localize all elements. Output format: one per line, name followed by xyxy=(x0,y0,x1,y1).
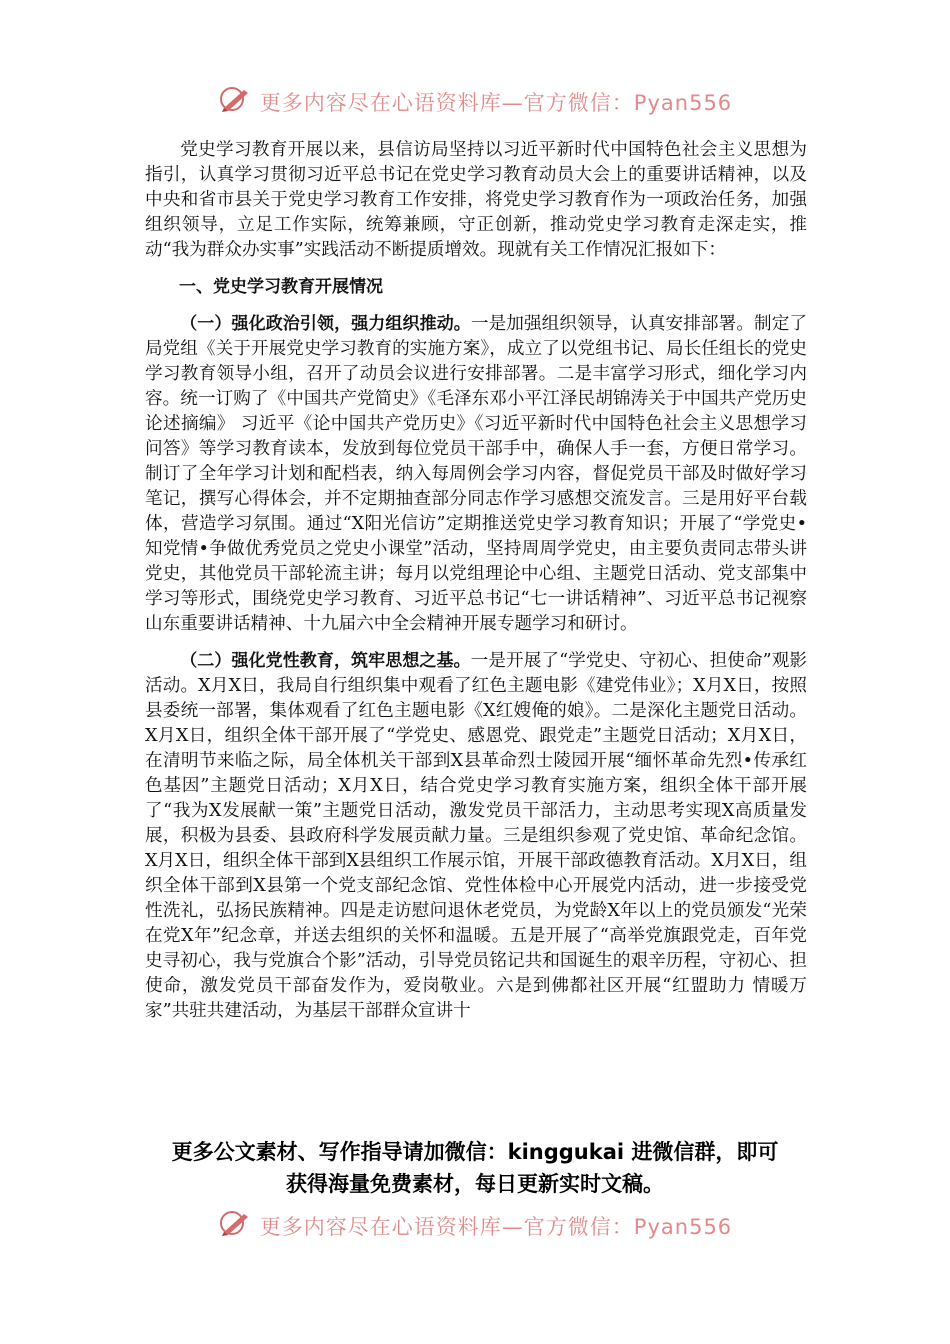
section-heading: 一、党史学习教育开展情况 xyxy=(179,277,383,297)
watermark-footer xyxy=(0,1208,950,1243)
document-body xyxy=(145,138,807,1024)
intro-paragraph: 党史学习教育开展以来，县信访局坚持以习近平新时代中国特色社会主义思想为指引，认真学习贯彻习近平总书记在党史学习教育动员大会上的重要讲话精神，以及中央和省市县关于党史学习教育工作安排，将党史学习教育作为一项政治任务，加强组织领导，立足工作实际，统筹兼顾，守正创新，推动党史学习教育走深走实，推动“我为群众办实事”实践活动不断提质增效。现就有关工作情况汇报如下： xyxy=(145,140,807,260)
paragraph-2-text: 一是开展了“学党史、守初心、担使命”观影活动。X月X日，我局自行组织集中观看了红色主题电影《建党伟业》；X月X日，按照县委统一部署，集体观看了红色主题电影《X红嫂俺的娘》。二是深化主题党日活动。X月X日，组织全体干部开展了“学党史、感恩党、跟党走”主题党日活动；X月X日，在清明节来临之际，局全体机关干部到X县革命烈士陵园开展“缅怀革命先烈•传承红色基因”主题党日活动；X月X日，结合党史学习教育实施方案，组织全体干部开展了“我为X发展献一策”主题党日活动，激发党员干部活力，主动思考实现X高质量发展，积极为县委、县政府科学发展贡献力量。三是组织参观了党史馆、革命纪念馆。X月X日，组织全体干部到X县组织工作展示馆，开展干部政德教育活动。X月X日，组织全体干部到X县第一个党支部纪念馆、党性体检中心开展党内活动，进一步接受党性洗礼，弘扬民族精神。四是走访慰问退休老党员，为党龄X年以上的党员颁发“光荣在党X年”纪念章，并送去组织的关怀和温暖。五是开展了“高举党旗跟党走，百年党史寻初心，我与党旗合个影”活动，引导党员铭记共和国诞生的艰辛历程，守初心、担使命，激发党员干部奋发作为，爱岗敬业。六是到佛都社区开展“红盟助力 情暖万家”共驻共建活动，为基层干部群众宣讲十 xyxy=(145,651,807,1021)
promo-line-2: 获得海量免费素材，每日更新实时文稿。 xyxy=(286,1172,664,1196)
paragraph-1 xyxy=(145,312,807,637)
watermark-text: 更多内容尽在心语资料库—官方微信：Pyan556 xyxy=(259,90,733,115)
paragraph-1-text: 一是加强组织领导，认真安排部署。制定了局党组《关于开展党史学习教育的实施方案》，成立了以党组书记、局长任组长的党史学习教育领导小组，召开了动员会议进行安排部署。二是丰富学习形式，细化学习内容。统一订购了《中国共产党简史》《毛泽东邓小平江泽民胡锦涛关于中国共产党历史论述摘编》 习近平《论中国共产党历史》《习近平新时代中国特色社会主义思想学习问答》等学习教育读本，发放到每位党员干部手中，确保人手一套，方便日常学习。制订了全年学习计划和配档表，纳入每周例会学习内容，督促党员干部及时做好学习笔记，撰写心得体会，并不定期抽查部分同志作学习感想交流发言。三是用好平台载体，营造学习氛围。通过“X阳光信访”定期推送党史学习教育知识；开展了“学党史•知党情•争做优秀党员之党史小课堂”活动，坚持周周学党史，由主要负责同志带头讲党史，其他党员干部轮流主讲；每月以党组理论中心组、主题党日活动、党支部集中学习等形式，围绕党史学习教育、习近平总书记“七一讲话精神”、习近平总书记视察山东重要讲话精神、十九届六中全会精神开展专题学习和研讨。 xyxy=(145,314,807,634)
paragraph-1-lead: （一）强化政治引领，强力组织推动。 xyxy=(180,314,471,334)
watermark-header xyxy=(0,84,950,119)
pen-logo-icon xyxy=(218,84,252,119)
pen-logo-icon xyxy=(218,1208,252,1243)
watermark-text: 更多内容尽在心语资料库—官方微信：Pyan556 xyxy=(259,1214,733,1239)
paragraph-2-lead: （二）强化党性教育，筑牢思想之基。 xyxy=(180,651,471,671)
paragraph-2 xyxy=(145,649,807,1024)
promo-banner xyxy=(0,1136,950,1200)
promo-line-1: 更多公文素材、写作指导请加微信：kinggukai 进微信群，即可 xyxy=(171,1140,779,1164)
